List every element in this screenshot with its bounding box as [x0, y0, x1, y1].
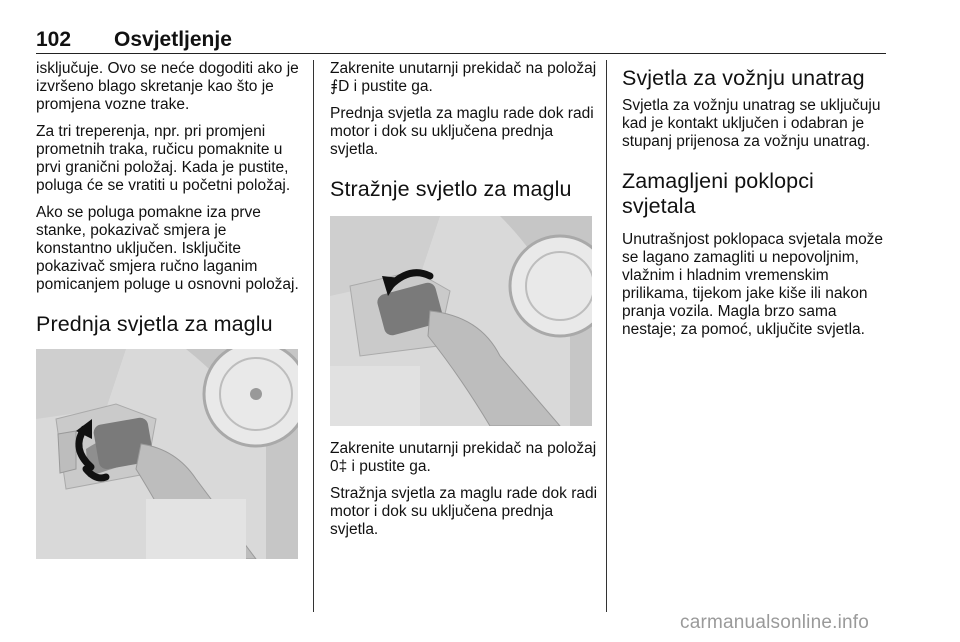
page-header: [36, 28, 886, 52]
paragraph: Za tri treperenja, npr. pri promjeni prometnih traka, ručicu pomaknite u prvi granični položaj. Kada je pustite, poluga će se vratiti u početni položaj.: [36, 123, 291, 194]
paragraph: Prednja svjetla za maglu rade dok radi motor i dok su uključena prednja svjetla.: [330, 105, 594, 158]
section-heading-reverse-lights: Svjetla za vožnju unatrag: [622, 66, 865, 90]
paragraph: Unutrašnjost poklopaca svjetala može se lagano zamagliti u nepovoljnim, vlažnim i hladnim vremenskim prilikama, tijekom jake kiše ili nakon pranja vozila. Magla brzo sama nestaje; za pomoć, uključite svjetla.: [622, 231, 884, 338]
paragraph: Ako se poluga pomakne iza prve stanke, pokazivač smjera je konstantno uključen. Isključite pokazivač smjera ručno laganim pomicanjem poluge u osnovni položaj.: [36, 204, 299, 293]
section-heading-rear-fog: Stražnje svjetlo za maglu: [330, 177, 572, 201]
paragraph: isključuje. Ovo se neće dogoditi ako je izvršeno blago skretanje kao što je promjena vozne trake.: [36, 60, 299, 113]
chapter-title: Osvjetljenje: [114, 28, 232, 51]
section-heading-fogged-covers: Zamagljeni poklopci svjetala: [622, 169, 814, 218]
section-heading-front-fog: Prednja svjetla za maglu: [36, 312, 273, 336]
rear-fog-switch-figure: [330, 216, 592, 426]
paragraph: Stražnja svjetla za maglu rade dok radi motor i dok su uključena prednja svjetla.: [330, 485, 598, 538]
watermark: carmanualsonline.info: [680, 612, 870, 633]
front-fog-switch-figure: [36, 349, 298, 559]
column-3: [622, 60, 892, 348]
header-rule: [36, 53, 886, 54]
column-divider: [313, 60, 314, 612]
page-number: 102: [36, 28, 72, 51]
column-1: [36, 60, 306, 567]
paragraph: Svjetla za vožnju unatrag se uključuju kad je kontakt uključen i odabran je stupanj prijenosa za vožnju unatrag.: [622, 97, 881, 150]
column-divider: [606, 60, 607, 612]
paragraph: Zakrenite unutarnji prekidač na položaj 0‡ i pustite ga.: [330, 440, 597, 475]
paragraph: Zakrenite unutarnji prekidač na položaj ⨎D i pustite ga.: [330, 60, 597, 95]
column-2: [330, 60, 600, 548]
